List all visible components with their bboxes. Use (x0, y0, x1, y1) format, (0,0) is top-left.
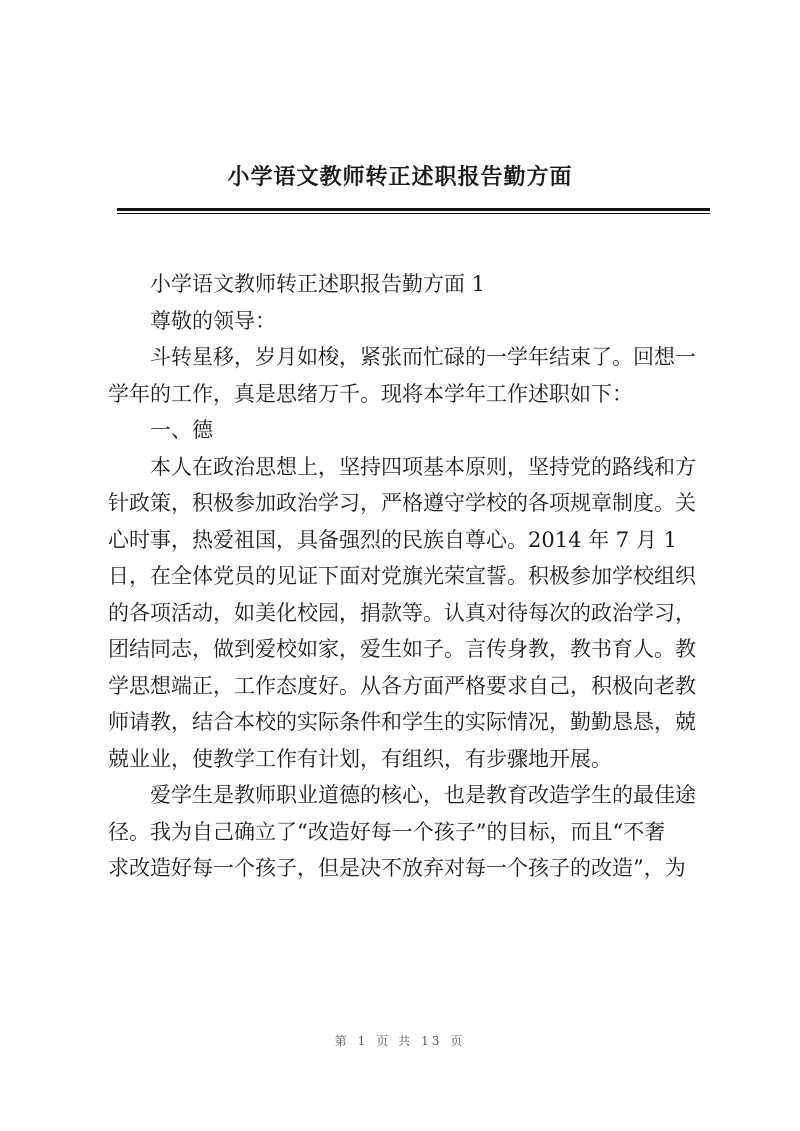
text-line: 的各项活动，如美化校园，捐款等。认真对待每次的政治学习， (108, 600, 696, 625)
text-line: 学思想端正，工作态度好。从各方面严格要求自己，积极向老教 (108, 673, 696, 698)
paragraph-1 (108, 339, 708, 412)
paragraph-2 (108, 449, 708, 778)
text-line: 径。我为自己确立了“改造好每一个孩子”的目标，而且“不奢 (108, 819, 666, 844)
text-line: 针政策，积极参加政治学习，严格遵守学校的各项规章制度。关 (108, 491, 696, 515)
document-body (108, 266, 708, 887)
text-line: 团结同志，做到爱校如家，爱生如子。言传身教，教书育人。教 (108, 637, 696, 661)
text-line: 斗转星移，岁月如梭，紧张而忙碌的一学年结束了。回想一 (150, 345, 696, 369)
footer-prefix: 第 (334, 1034, 350, 1048)
title-rule-thick (117, 208, 710, 211)
text-line: 日，在全体党员的见证下面对党旗光荣宣誓。积极参加学校组织 (108, 564, 696, 588)
text-line: 求改造好每一个孩子，但是决不放弃对每一个孩子的改造”，为 (108, 856, 686, 880)
section-title-de: 一、德 (150, 418, 213, 442)
text-line: 心时事，热爱祖国，具备强烈的民族自尊心。2014 年 7 月 1 (108, 527, 677, 552)
page-total: 13 (421, 1034, 443, 1048)
text-line: 学年的工作，真是思绪万千。现将本学年工作述职如下： (108, 381, 633, 406)
salutation: 尊敬的领导： (150, 308, 276, 333)
document-title: 小学语文教师转正述职报告勤方面 (227, 164, 573, 190)
page-number: 1 (357, 1034, 369, 1048)
title-rule-thin (117, 213, 710, 214)
text-line: 兢业业，使教学工作有计划，有组织，有步骤地开展。 (108, 746, 612, 771)
text-line: 爱学生是教师职业道德的核心，也是教育改造学生的最佳途 (150, 783, 696, 807)
text-line: 师请教，结合本校的实际条件和学生的实际情况，勤勤恳恳，兢 (108, 710, 696, 734)
text-line: 本人在政治思想上，坚持四项基本原则，坚持党的路线和方 (150, 454, 696, 479)
paragraph-3 (108, 777, 708, 887)
footer-middle: 页 共 (376, 1034, 414, 1048)
page-footer (0, 1032, 800, 1049)
section-heading: 小学语文教师转正述职报告勤方面 1 (150, 272, 486, 296)
footer-suffix: 页 (450, 1034, 466, 1048)
